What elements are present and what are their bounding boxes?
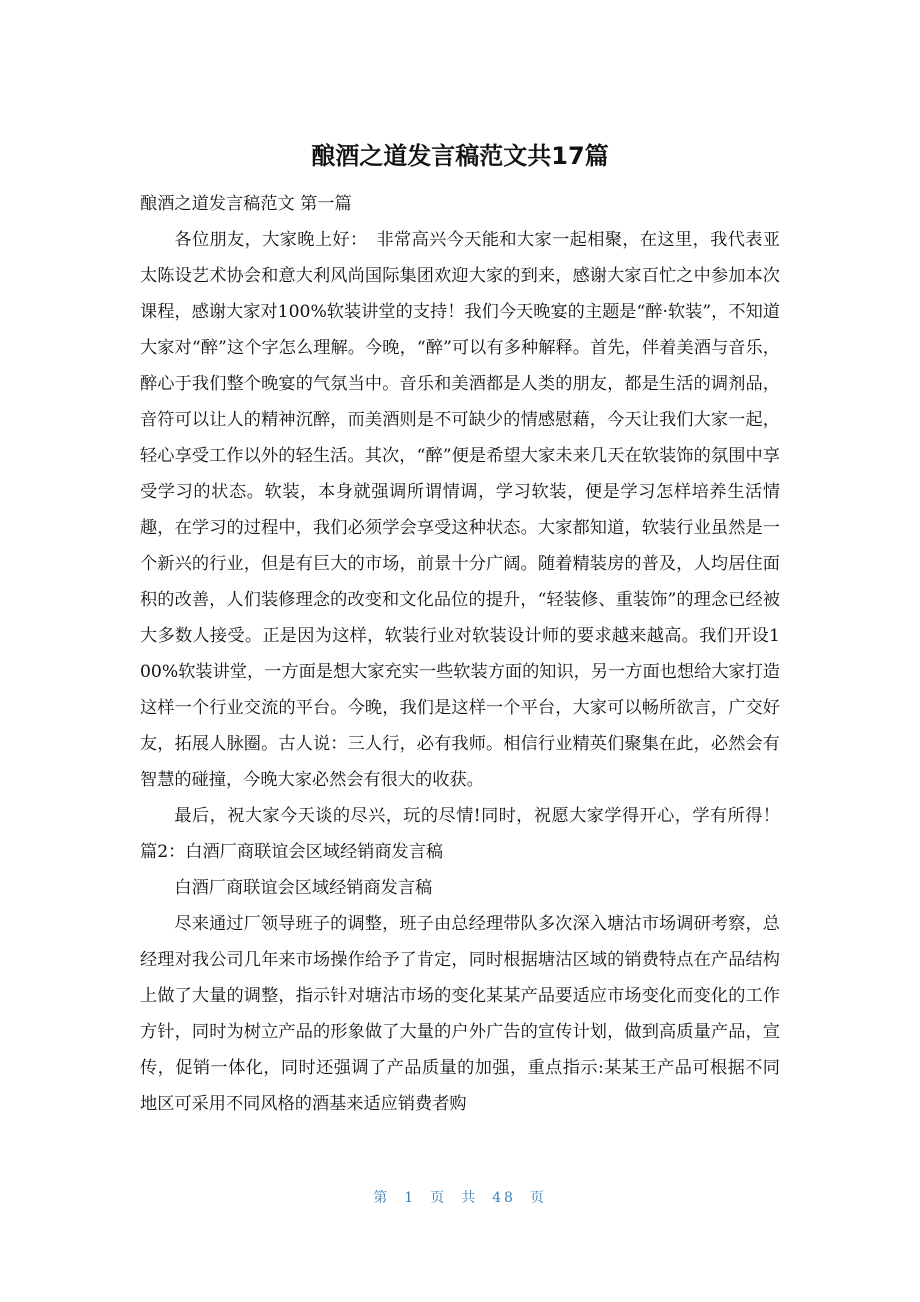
paragraph-1: 各位朋友，大家晚上好： 非常高兴今天能和大家一起相聚，在这里，我代表亚太陈设艺术协会和意大利风尚国际集团欢迎大家的到来，感谢大家百忙之中参加本次课程，感谢大家对100%软装讲堂的支持！我们今天晚宴的主题是“醉·软装”，不知道大家对“醉”这个字怎么理解。今晚，“醉”可以有多种解释。首先，伴着美酒与音乐，醉心于我们整个晚宴的气氛当中。音乐和美酒都是人类的朋友，都是生活的调剂品，音符可以让人的精神沉醉，而美酒则是不可缺少的情感慰藉，今天让我们大家一起，轻心享受工作以外的轻生活。其次，“醉”便是希望大家未来几天在软装饰的氛围中享受学习的状态。软装，本身就强调所谓情调，学习软装，便是学习怎样培养生活情趣，在学习的过程中，我们必须学会享受这种状态。大家都知道，软装行业虽然是一个新兴的行业，但是有巨大的市场，前景十分广阔。随着精装房的普及，人均居住面积的改善，人们装修理念的改变和文化品位的提升，“轻装修、重装饰”的理念已经被大多数人接受。正是因为这样，软装行业对软装设计师的要求越来越高。我们开设100%软装讲堂，一方面是想大家充实一些软装方面的知识，另一方面也想给大家打造这样一个行业交流的平台。今晚，我们是这样一个平台，大家可以畅所欲言，广交好友，拓展人脉圈。古人说：三人行，必有我师。相信行业精英们聚集在此，必然会有智慧的碰撞，今晚大家必然会有很大的收获。 [140,230,780,790]
section-heading: 酿酒之道发言稿范文 第一篇 [140,194,352,214]
document-title: 酿酒之道发言稿范文共17篇 [311,142,609,170]
page-number-footer: 第 1 页 共 48 页 [373,1190,547,1206]
paragraph-4: 尽来通过厂领导班子的调整，班子由总经理带队多次深入塘沽市场调研考察，总经理对我公司几年来市场操作给予了肯定，同时根据塘沽区域的销费特点在产品结构上做了大量的调整，指示针对塘沽市场的变化某某产品要适应市场变化而变化的工作方针，同时为树立产品的形象做了大量的户外广告的宣传计划，做到高质量产品，宣传，促销一体化，同时还强调了产品质量的加强，重点指示:某某王产品可根据不同地区可采用不同风格的酒基来适应销费者购 [140,914,780,1114]
paragraph-2: 最后，祝大家今天谈的尽兴，玩的尽情!同时，祝愿大家学得开心，学有所得！篇2：白酒厂商联谊会区域经销商发言稿 [140,806,780,862]
paragraph-3: 白酒厂商联谊会区域经销商发言稿 [174,878,433,898]
document-body [140,186,780,1122]
